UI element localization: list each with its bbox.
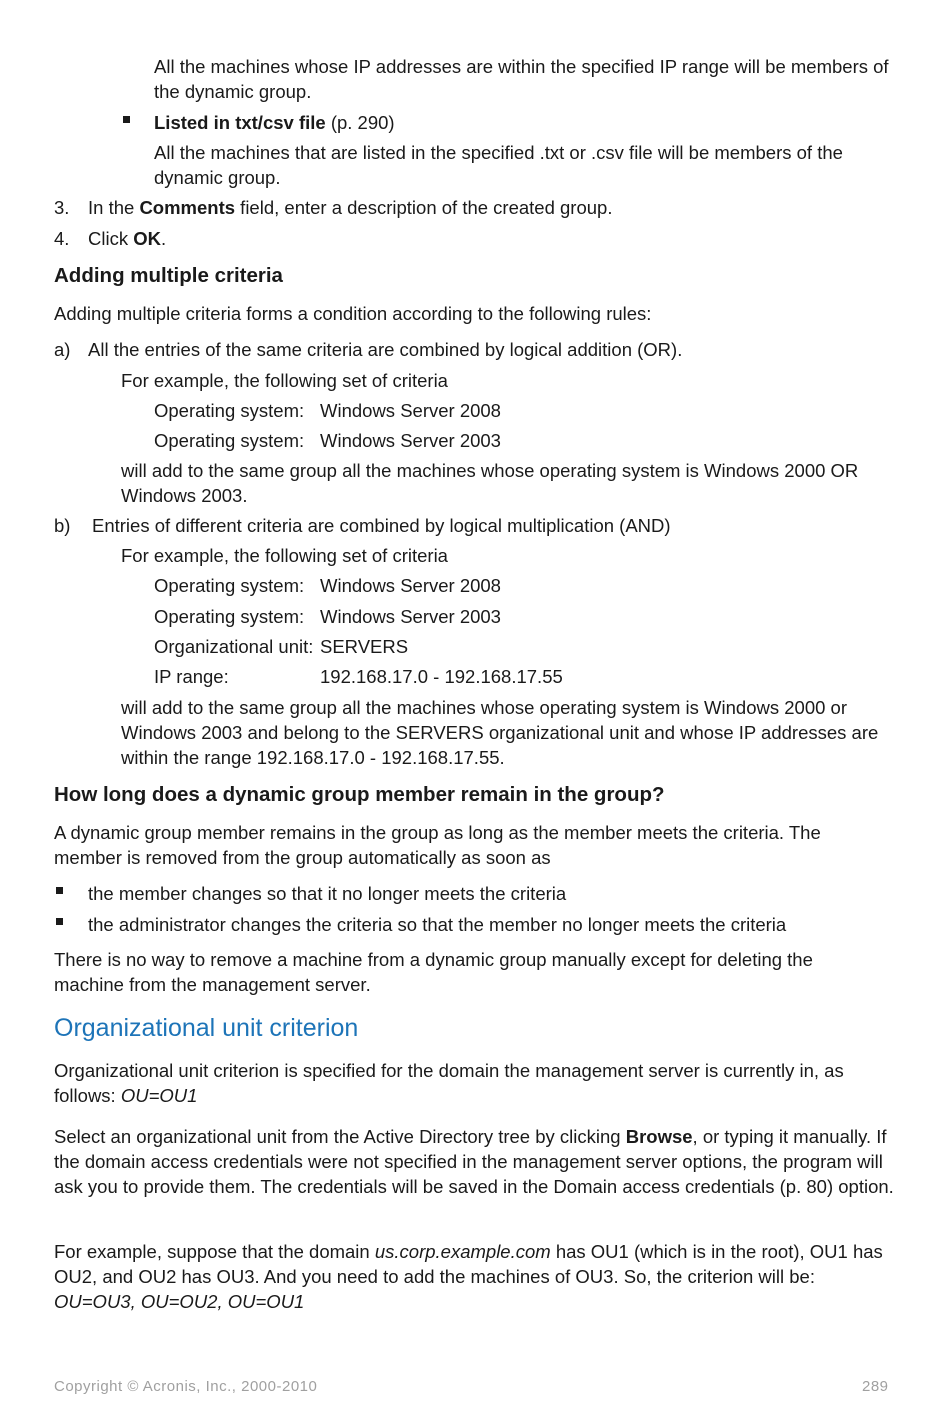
rule-a-label: a) bbox=[54, 339, 71, 360]
bullet-square-icon bbox=[56, 887, 63, 894]
example-a-value: Windows Server 2008 bbox=[320, 400, 501, 421]
ou-paragraph-1: Organizational unit criterion is specified for the domain the management server is currently in, as follows: OU=OU1 bbox=[54, 1060, 844, 1106]
example-b-key: IP range: bbox=[154, 666, 229, 687]
multi-intro: Adding multiple criteria forms a condition according to the following rules: bbox=[54, 303, 652, 324]
example-a-intro: For example, the following set of criteria bbox=[121, 370, 448, 391]
ok-button-label: OK bbox=[133, 228, 161, 249]
example-b-key: Operating system: bbox=[154, 575, 305, 596]
howlong-intro: A dynamic group member remains in the group as long as the member meets the criteria. The member is removed from the group automatically as soon as bbox=[54, 822, 821, 868]
step-3-number: 3. bbox=[54, 197, 70, 218]
txt-csv-item-title: Listed in txt/csv file bbox=[154, 112, 326, 133]
example-b-intro: For example, the following set of criteria bbox=[121, 545, 448, 566]
heading-ou-criterion: Organizational unit criterion bbox=[54, 1014, 359, 1042]
browse-button-label: Browse bbox=[625, 1126, 693, 1147]
domain-example: us.corp.example.com bbox=[374, 1241, 551, 1262]
ou-paragraph-2: Select an organizational unit from the Active Directory tree by clicking Browse, or typing it manually. If the domain access credentials were not specified in the management server options, the program will ask you to provide them. The credentials will be saved in the Domain access credentials (p. 80) option. bbox=[54, 1126, 894, 1197]
example-b-value: SERVERS bbox=[320, 636, 409, 657]
howlong-bullet: the member changes so that it no longer meets the criteria bbox=[88, 883, 567, 904]
howlong-outro: There is no way to remove a machine from a dynamic group manually except for deleting the machine from the management server. bbox=[54, 949, 813, 995]
example-b-value: Windows Server 2008 bbox=[320, 575, 501, 596]
example-b-value: Windows Server 2003 bbox=[320, 606, 501, 627]
rule-b-label: b) bbox=[54, 515, 71, 536]
example-a-key: Operating system: bbox=[154, 400, 305, 421]
txt-csv-description: All the machines that are listed in the specified .txt or .csv file will be members of the dynamic group. bbox=[154, 142, 843, 188]
result-b: will add to the same group all the machines whose operating system is Windows 2000 or Windows 2003 and belong to the SERVERS organizational unit and whose IP addresses are within the range 192.168.17.0 - 192.168.17.55. bbox=[121, 697, 879, 768]
ou-criterion-result: OU=OU3, OU=OU2, OU=OU1 bbox=[54, 1291, 305, 1312]
example-a-key: Operating system: bbox=[154, 430, 305, 451]
example-a-value: Windows Server 2003 bbox=[320, 430, 501, 451]
ip-range-description: All the machines whose IP addresses are within the specified IP range will be members of the dynamic group. bbox=[154, 56, 889, 102]
footer-page-number: 289 bbox=[862, 1378, 889, 1395]
txt-csv-item-ref[interactable]: (p. 290) bbox=[325, 112, 395, 133]
example-b-value: 192.168.17.0 - 192.168.17.55 bbox=[320, 666, 563, 687]
step-4-text: Click OK. bbox=[88, 228, 167, 249]
step-3-text: In the Comments field, enter a description of the created group. bbox=[88, 197, 613, 218]
txt-csv-item bbox=[154, 110, 854, 135]
rule-b-text: Entries of different criteria are combined by logical multiplication (AND) bbox=[92, 515, 671, 536]
heading-adding-multiple-criteria: Adding multiple criteria bbox=[54, 264, 283, 287]
example-b-key: Organizational unit: bbox=[154, 636, 314, 657]
heading-how-long: How long does a dynamic group member remain in the group? bbox=[54, 783, 665, 806]
example-b-key: Operating system: bbox=[154, 606, 305, 627]
footer-copyright: Copyright © Acronis, Inc., 2000-2010 bbox=[54, 1378, 318, 1395]
step-4-number: 4. bbox=[54, 228, 70, 249]
ou-example-value: OU=OU1 bbox=[120, 1085, 198, 1106]
rule-a-text: All the entries of the same criteria are combined by logical addition (OR). bbox=[88, 339, 683, 360]
howlong-bullet: the administrator changes the criteria so that the member no longer meets the criteria bbox=[88, 914, 787, 935]
result-a: will add to the same group all the machines whose operating system is Windows 2000 OR Windows 2003. bbox=[121, 460, 859, 506]
comments-field-label: Comments bbox=[139, 197, 236, 218]
ou-paragraph-3: For example, suppose that the domain us.corp.example.com has OU1 (which is in the root), OU1 has OU2, and OU2 has OU3. And you need to add the machines of OU3. So, the criterion will be: OU=OU3, OU=OU2, OU=OU1 bbox=[54, 1241, 883, 1312]
bullet-square-icon bbox=[123, 116, 130, 123]
bullet-square-icon bbox=[56, 918, 63, 925]
